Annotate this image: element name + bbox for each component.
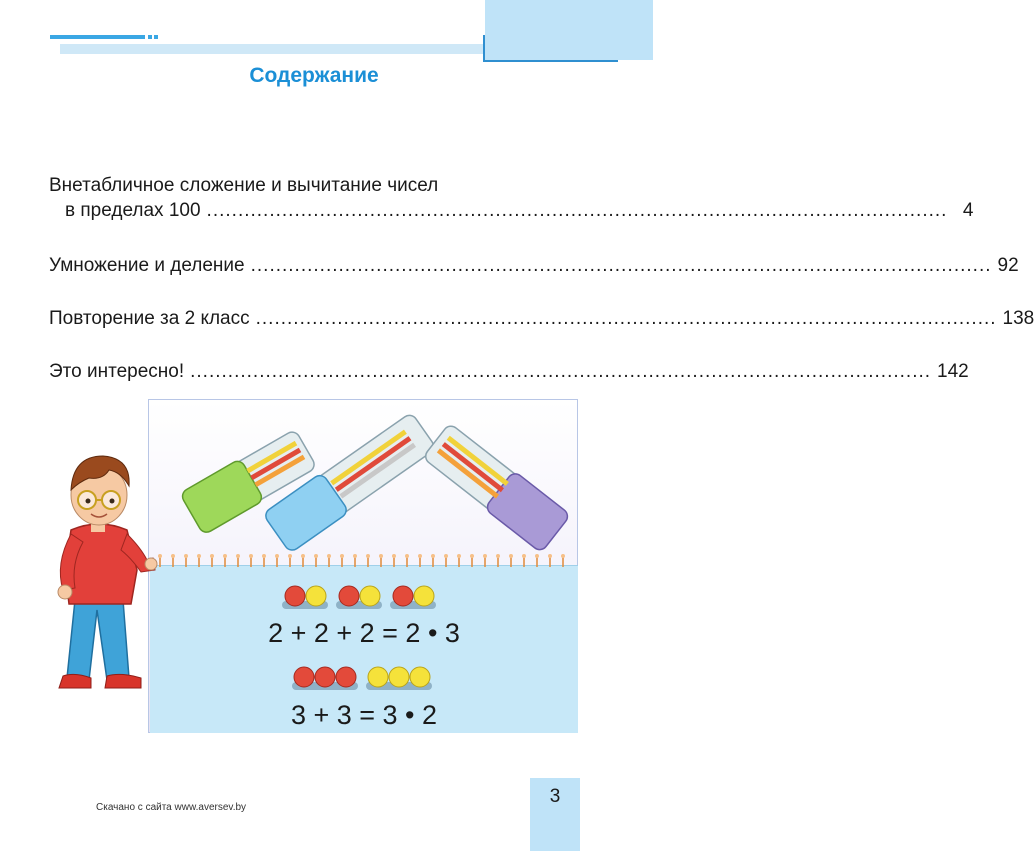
pencil-case-purple — [421, 421, 570, 552]
toc-entry-line1 — [49, 175, 579, 197]
header-accent-line — [50, 35, 145, 39]
page-number: 3 — [549, 786, 561, 807]
equation-1: 2 + 2 + 2 = 2 • 3 — [268, 618, 460, 648]
bead-tray — [390, 586, 436, 609]
toc-entry-title-line1: Внетабличное сложение и вычитание чисел — [49, 175, 439, 196]
bead-groups-row-1 — [280, 583, 440, 613]
boy-character-illustration — [45, 450, 155, 700]
toc-page-number: 138 — [1002, 308, 1034, 329]
toc-entry[interactable] — [49, 361, 969, 383]
bead-tray — [282, 586, 328, 609]
toc-leader-dots: ...................................................................................................................... — [250, 255, 992, 276]
toc-leader-dots: ...................................................................................................................... — [190, 361, 932, 382]
equation-2: 3 + 3 = 3 • 2 — [290, 700, 438, 730]
toc-entry-title: в пределах 100 — [65, 200, 201, 221]
toc-entry[interactable] — [49, 308, 1034, 330]
header-band — [60, 44, 485, 54]
toc-leader-dots: ...................................................................................................................... — [255, 308, 997, 329]
toc-page-number: 142 — [937, 361, 969, 382]
bead-tray — [366, 667, 432, 690]
bead-tray — [292, 667, 358, 690]
page-title: Содержание — [249, 64, 379, 87]
header-corner-box — [485, 0, 653, 60]
header-corner-line — [483, 60, 618, 62]
toc-entry-title: Это интересно! — [49, 361, 185, 382]
toc-leader-dots: ...................................................................................................................... — [206, 200, 948, 221]
pencil-cases-illustration — [160, 410, 570, 550]
bead-groups-row-2 — [290, 664, 440, 694]
toc-entry[interactable] — [49, 255, 1019, 277]
source-caption: Скачано с сайта www.aversev.by — [96, 802, 247, 813]
notebook-spiral — [152, 553, 576, 569]
header-accent-dot — [154, 35, 158, 39]
toc-page-number: 4 — [962, 200, 974, 221]
toc-entry[interactable] — [65, 200, 974, 222]
header-accent-dot — [148, 35, 152, 39]
toc-entry-title: Умножение и деление — [49, 255, 245, 276]
toc-page-number: 92 — [997, 255, 1019, 276]
header-corner-line — [483, 35, 485, 62]
bead-tray — [336, 586, 382, 609]
toc-entry-title: Повторение за 2 класс — [49, 308, 250, 329]
